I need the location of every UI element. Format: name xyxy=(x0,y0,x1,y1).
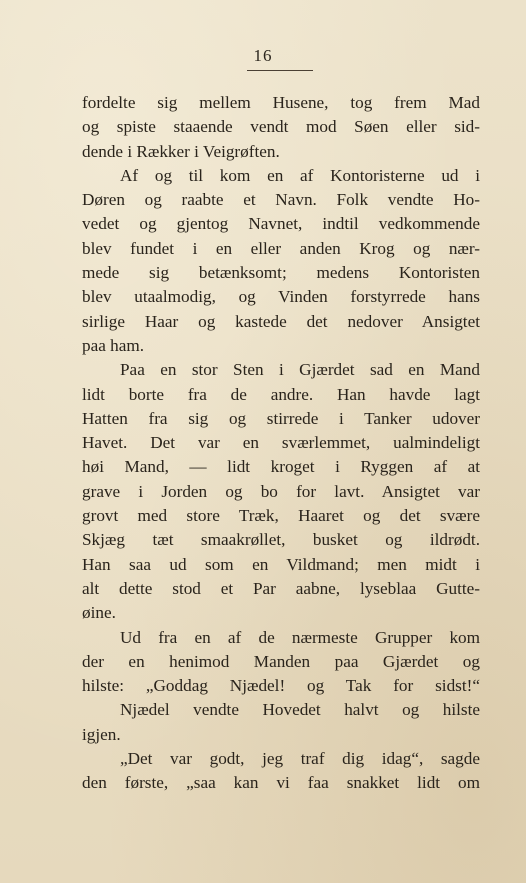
text-line: vedet og gjentog Navnet, indtil vedkommende xyxy=(82,214,480,234)
text-line: lidt borte fra de andre. Han havde lagt xyxy=(82,384,480,404)
text-line: den første, „saa kan vi faa snakket lidt om xyxy=(82,773,480,793)
text-line: blev fundet i en eller anden Krog og nær- xyxy=(82,238,480,258)
page-header xyxy=(0,46,526,66)
text-line: mede sig betænksomt; medens Kontoristen xyxy=(82,263,480,283)
text-line: Ud fra en af de nærmeste Grupper kom xyxy=(120,627,480,647)
text-line: alt dette stod et Par aabne, lyseblaa Gutte- xyxy=(82,578,480,598)
text-line: blev utaalmodig, og Vinden forstyrrede hans xyxy=(82,287,480,307)
text-line: paa ham. xyxy=(82,335,145,355)
text-line: Af og til kom en af Kontoristerne ud i xyxy=(120,165,480,185)
text-line: sirlige Haar og kastede det nedover Ansigtet xyxy=(82,311,480,331)
text-line: Døren og raabte et Navn. Folk vendte Ho- xyxy=(82,190,480,210)
header-rule xyxy=(247,70,313,71)
body-text xyxy=(82,91,480,796)
text-line: Havet. Det var en sværlemmet, ualmindeligt xyxy=(82,433,480,453)
page-number: 16 xyxy=(253,46,273,65)
text-line: Han saa ud som en Vildmand; men midt i xyxy=(82,554,480,574)
text-line: øine. xyxy=(82,603,116,623)
text-line: dende i Rækker i Veigrøften. xyxy=(82,141,280,161)
text-line: hilste: „Goddag Njædel! og Tak for sidst!“ xyxy=(82,676,480,696)
text-line: høi Mand, — lidt kroget i Ryggen af at xyxy=(82,457,480,477)
text-line: grovt med store Træk, Haaret og det svære xyxy=(82,506,480,526)
text-line: „Det var godt, jeg traf dig idag“, sagde xyxy=(120,749,480,769)
text-line: Hatten fra sig og stirrede i Tanker udover xyxy=(82,408,480,428)
text-line: fordelte sig mellem Husene, tog frem Mad xyxy=(82,93,480,112)
text-line: grave i Jorden og bo for lavt. Ansigtet var xyxy=(82,481,480,501)
text-line: og spiste staaende vendt mod Søen eller sid- xyxy=(82,117,480,137)
text-line: Njædel vendte Hovedet halvt og hilste xyxy=(120,700,480,720)
text-line: Skjæg tæt smaakrøllet, busket og ildrødt. xyxy=(82,530,480,550)
text-line: igjen. xyxy=(82,724,121,744)
text-line: der en henimod Manden paa Gjærdet og xyxy=(82,651,480,671)
text-line: Paa en stor Sten i Gjærdet sad en Mand xyxy=(120,360,480,380)
